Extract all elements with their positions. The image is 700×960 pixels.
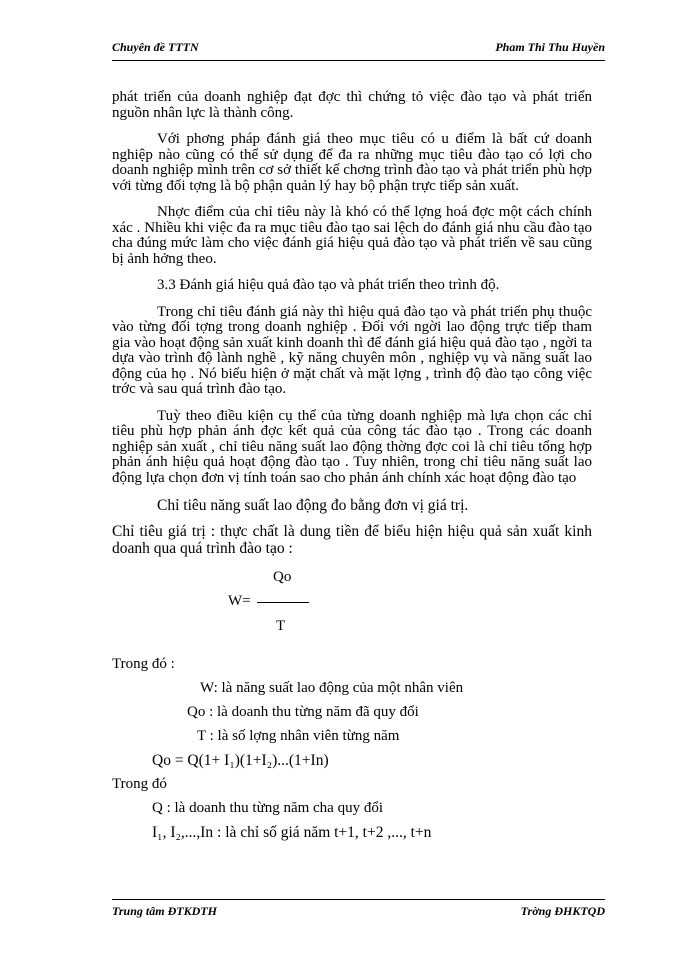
where-label-2: Trong đó xyxy=(112,775,167,792)
formula-numerator: Qo xyxy=(273,568,292,585)
header-rule xyxy=(112,60,605,61)
def-i: I₁, I₂,...,In : là chỉ số giá năm t+1, t+2 ,..., t+n xyxy=(152,823,432,841)
qo-formula: Qo = Q(1+ I₁)(1+I₂)...(1+In) xyxy=(152,751,329,769)
productivity-formula xyxy=(112,566,592,644)
paragraph-4: Trong chỉ tiêu đánh giá này thì hiệu quả đào tạo và phát triển phụ thuộc vào từng đối tợng trong doanh nghiệp . Đối với ngời lao động trực tiếp tham gia vào hoạt động sản xuất kinh doanh thì để đánh giá hiệu quả đào tạo , ngời ta dựa vào trình độ lành nghề , kỹ năng chuyên môn , nghiệp vụ và năng suất lao động của họ . Nó biểu hiện ở mặt chất và mặt lợng , trình độ đào tạo công việc trớc và sau quá trình đào tạo. xyxy=(112,303,592,397)
fraction-bar xyxy=(257,602,309,603)
def-t: T : là số lợng nhân viên từng năm xyxy=(197,727,400,744)
page-footer xyxy=(112,904,605,919)
header-left: Chuyên đề TTTN xyxy=(112,40,199,54)
section-heading-3-3: 3.3 Đánh giá hiệu quả đào tạo và phát triển theo trình độ. xyxy=(157,277,500,293)
def-q: Q : là doanh thu từng năm cha quy đổi xyxy=(152,799,384,816)
page-header xyxy=(112,40,605,55)
footer-rule xyxy=(112,899,605,900)
header-right: Pham Thi Thu Huyền xyxy=(495,40,605,54)
document-body xyxy=(112,90,592,848)
def-w: W: là năng suất lao động của một nhân viên xyxy=(200,679,464,696)
footer-right: Trờng ĐHKTQD xyxy=(520,904,605,918)
paragraph-6: Chỉ tiêu năng suất lao động đo bằng đơn vị giá trị. xyxy=(157,497,469,514)
paragraph-3: Nhợc điểm của chỉ tiêu này là khó có thể lợng hoá đợc một cách chính xác . Nhiều khi việc đa ra mục tiêu đào tạo sai lệch do đánh giá nhu cầu đào tạo cha đúng mức làm cho việc đánh giá hiệu quả đào tạo và phát triển về sau cũng bị ảnh hởng theo. xyxy=(112,204,592,267)
paragraph-7: Chỉ tiêu giá trị : thực chất là dung tiền để biểu hiện hiệu quả sản xuất kinh doanh qua quá trình đào tạo : xyxy=(112,522,592,557)
paragraph-1: phát triển của doanh nghiệp đạt đợc thì chứng tỏ việc đào tạo và phát triển nguồn nhân lực là thành công. xyxy=(112,89,592,121)
where-label-1: Trong đó : xyxy=(112,655,175,672)
formula-lhs: W= xyxy=(228,592,251,609)
footer-left: Trung tâm ĐTKDTH xyxy=(112,904,217,918)
paragraph-5: Tuỳ theo điều kiện cụ thể của từng doanh nghiệp mà lựa chọn các chỉ tiêu phù hợp phản ánh đợc kết quả của công tác đào tạo . Trong các doanh nghiệp sản xuất , chỉ tiêu năng suất lao động thờng đợc coi là chỉ tiêu tổng hợp phản ánh hiệu quả hoạt động đào tạo . Tuy nhiên, trong chỉ tiêu năng suất lao động lựa chọn đơn vị tính toán sao cho phản ánh chính xác hoạt động đào tạo xyxy=(112,407,592,486)
formula-denominator: T xyxy=(276,617,286,634)
def-qo: Qo : là doanh thu từng năm đã quy đổi xyxy=(187,703,419,720)
paragraph-2: Với phơng pháp đánh giá theo mục tiêu có u điểm là bất cứ doanh nghiệp nào cũng có thể sử dụng để đa ra những mục tiêu đào tạo có lợi cho doanh nghiệp mình trên cơ sở thiết kế chơng trình đào tạo và phát triển phù hợp với từng đối tợng là bộ phận quản lý hay bộ phận trực tiếp sản xuất. xyxy=(112,131,592,194)
